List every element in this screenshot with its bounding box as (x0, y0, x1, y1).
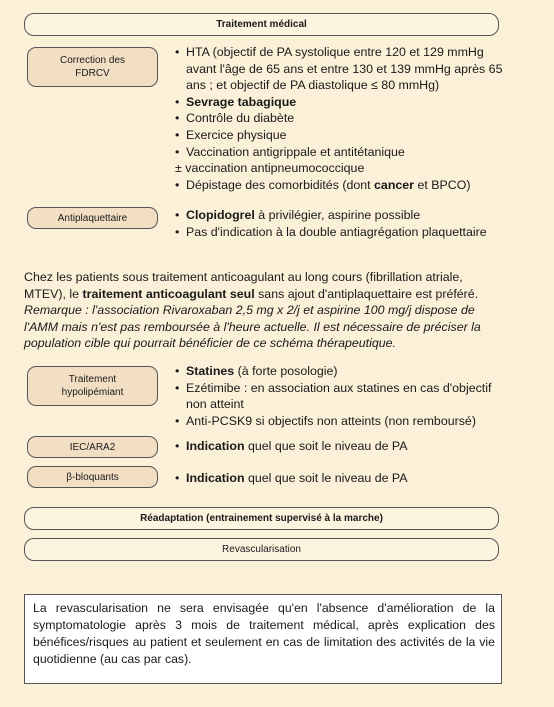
category-tag-beta-bloquants (27, 466, 158, 488)
list-item: • Contrôle du diabète (175, 110, 505, 127)
section-header-traitement-medical (24, 13, 499, 36)
section-readaptation (24, 507, 499, 530)
section-header-label: Traitement médical (216, 19, 307, 30)
category-tag-label: β-bloquants (66, 471, 119, 483)
antiplaquettaire-list (175, 207, 495, 240)
list-item: • HTA (objectif de PA systolique entre 120 et 129 mmHg avant l'âge de 65 ans et entre 130 et 139 mmHg après 65 ans ; et objectif de PA diastolique ≤ 80 mmHg) (175, 44, 505, 94)
list-item: • Pas d'indication à la double antiagrégation plaquettaire (175, 224, 495, 241)
category-tag-fdrcv (27, 47, 158, 87)
category-tag-label: IEC/ARA2 (69, 441, 116, 453)
beta-bloquants-list (175, 470, 495, 487)
list-item: • Exercice physique (175, 127, 505, 144)
section-label: Revascularisation (222, 544, 301, 555)
category-tag-hypolipemiant (27, 366, 158, 406)
list-item: • Indication quel que soit le niveau de PA (175, 470, 495, 487)
list-item: • Clopidogrel à privilégier, aspirine possible (175, 207, 495, 224)
note-text: La revascularisation ne sera envisagée qu'en l'absence d'amélioration de la symptomatologie après 3 mois de traitement médical, après explication des bénéfices/risques au patient et seulement en cas de limitation des activités de la vie quotidienne (au cas par cas). (33, 601, 495, 666)
list-item: • Ezétimibe : en association aux statines en cas d'objectif non atteint (175, 380, 505, 413)
revascularisation-note (24, 594, 502, 684)
list-item: • Sevrage tabagique (175, 94, 505, 111)
list-item: • Indication quel que soit le niveau de PA (175, 438, 495, 455)
category-tag-label-line1: Traitement (68, 374, 117, 385)
category-tag-antiplaquettaire (27, 207, 158, 229)
category-tag-label-line1: Correction des (59, 55, 126, 66)
category-tag-label-line2: hypolipémiant (61, 387, 124, 398)
list-item: ± vaccination antipneumococcique (175, 161, 365, 176)
category-tag-label: Antiplaquettaire (57, 212, 128, 224)
list-item: • Statines (à forte posologie) (175, 363, 505, 380)
section-label: Réadaptation (entrainement supervisé à la marche) (140, 513, 383, 524)
category-tag-label-line2: FDRCV (75, 68, 110, 79)
list-item: • Dépistage des comorbidités (dont cancer et BPCO) (175, 177, 505, 194)
category-tag-iec-ara2 (27, 436, 158, 458)
remark-text: Remarque : l'association Rivaroxaban 2,5 mg x 2/j et aspirine 100 mg/j dispose de l'AMM mais n'est pas remboursée à l'heure actuelle. Il est nécessaire de préciser la population cible qui pourrait bénéficier de ce schéma thérapeutique. (24, 303, 481, 350)
iec-list (175, 438, 495, 455)
fdrcv-list (175, 44, 505, 193)
hypolipemiant-list (175, 363, 505, 429)
list-item: • Anti-PCSK9 si objectifs non atteints (non remboursé) (175, 413, 505, 430)
anticoagulant-paragraph: Chez les patients sous traitement anticoagulant au long cours (fibrillation atriale, MTEV), le traitement anticoagulant seul sans ajout d'antiplaquettaire est préféré. Remarque : l'association Rivaroxaban 2,5 mg x 2/j et aspirine 100 mg/j dispose de l'AMM mais n'est pas remboursée à l'heure actuelle. Il est nécessaire de préciser la population cible qui pourrait bénéficier de ce schéma thérapeutique. (24, 270, 481, 350)
section-revascularisation (24, 538, 499, 561)
list-item: • Vaccination antigrippale et antitétanique (175, 144, 505, 161)
